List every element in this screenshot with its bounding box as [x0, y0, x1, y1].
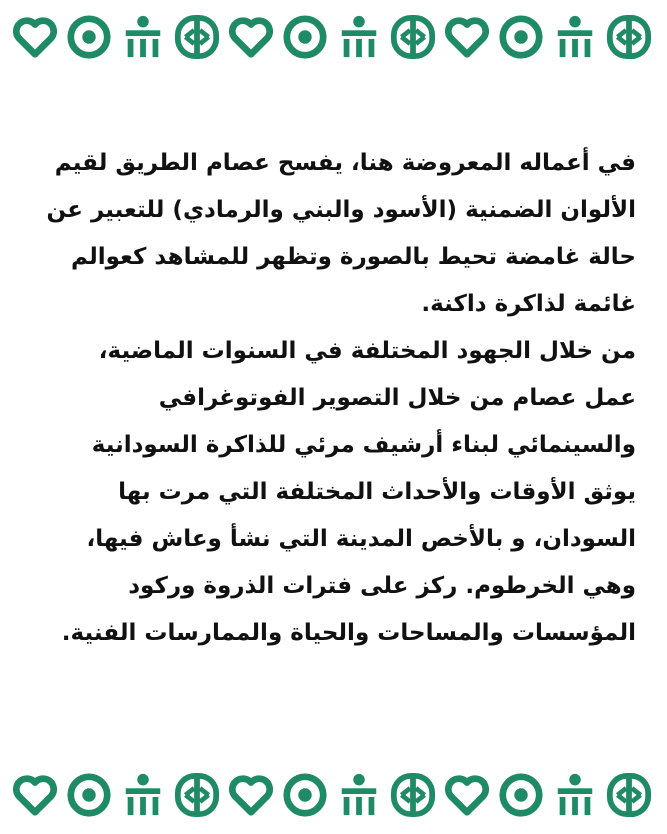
target-ring-icon — [498, 14, 544, 60]
heart-icon — [12, 772, 58, 818]
heart-icon — [228, 14, 274, 60]
knot-icon — [606, 772, 652, 818]
bottom-pattern-border — [0, 768, 667, 822]
knot-icon — [606, 14, 652, 60]
target-ring-icon — [498, 772, 544, 818]
figure-icon — [552, 772, 598, 818]
target-ring-icon — [282, 14, 328, 60]
heart-icon — [228, 772, 274, 818]
article-text — [40, 140, 636, 657]
figure-icon — [336, 772, 382, 818]
knot-icon — [390, 14, 436, 60]
figure-icon — [552, 14, 598, 60]
figure-icon — [120, 772, 166, 818]
target-ring-icon — [66, 772, 112, 818]
heart-icon — [12, 14, 58, 60]
knot-icon — [174, 14, 220, 60]
paragraph-1: في أعماله المعروضة هنا، يفسح عصام الطريق لقيم الألوان الضمنية (الأسود والبني والرمادي) للتعبير عن حالة غامضة تحيط بالصورة وتظهر للمشاهد كعوالم غائمة لذاكرة داكنة. — [46, 150, 636, 317]
target-ring-icon — [66, 14, 112, 60]
figure-icon — [336, 14, 382, 60]
knot-icon — [390, 772, 436, 818]
knot-icon — [174, 772, 220, 818]
heart-icon — [444, 772, 490, 818]
heart-icon — [444, 14, 490, 60]
paragraph-2: من خلال الجهود المختلفة في السنوات الماضية، عمل عصام من خلال التصوير الفوتوغرافي والسينمائي لبناء أرشيف مرئي للذاكرة السودانية يوثق الأوقات والأحداث المختلفة التي مرت بها السودان، و بالأخص المدينة التي نشأ وعاش فيها، وهي الخرطوم. ركز على فترات الذروة وركود المؤسسات والمساحات والحياة والممارسات الفنية. — [61, 338, 636, 646]
figure-icon — [120, 14, 166, 60]
top-pattern-border — [0, 10, 667, 64]
target-ring-icon — [282, 772, 328, 818]
